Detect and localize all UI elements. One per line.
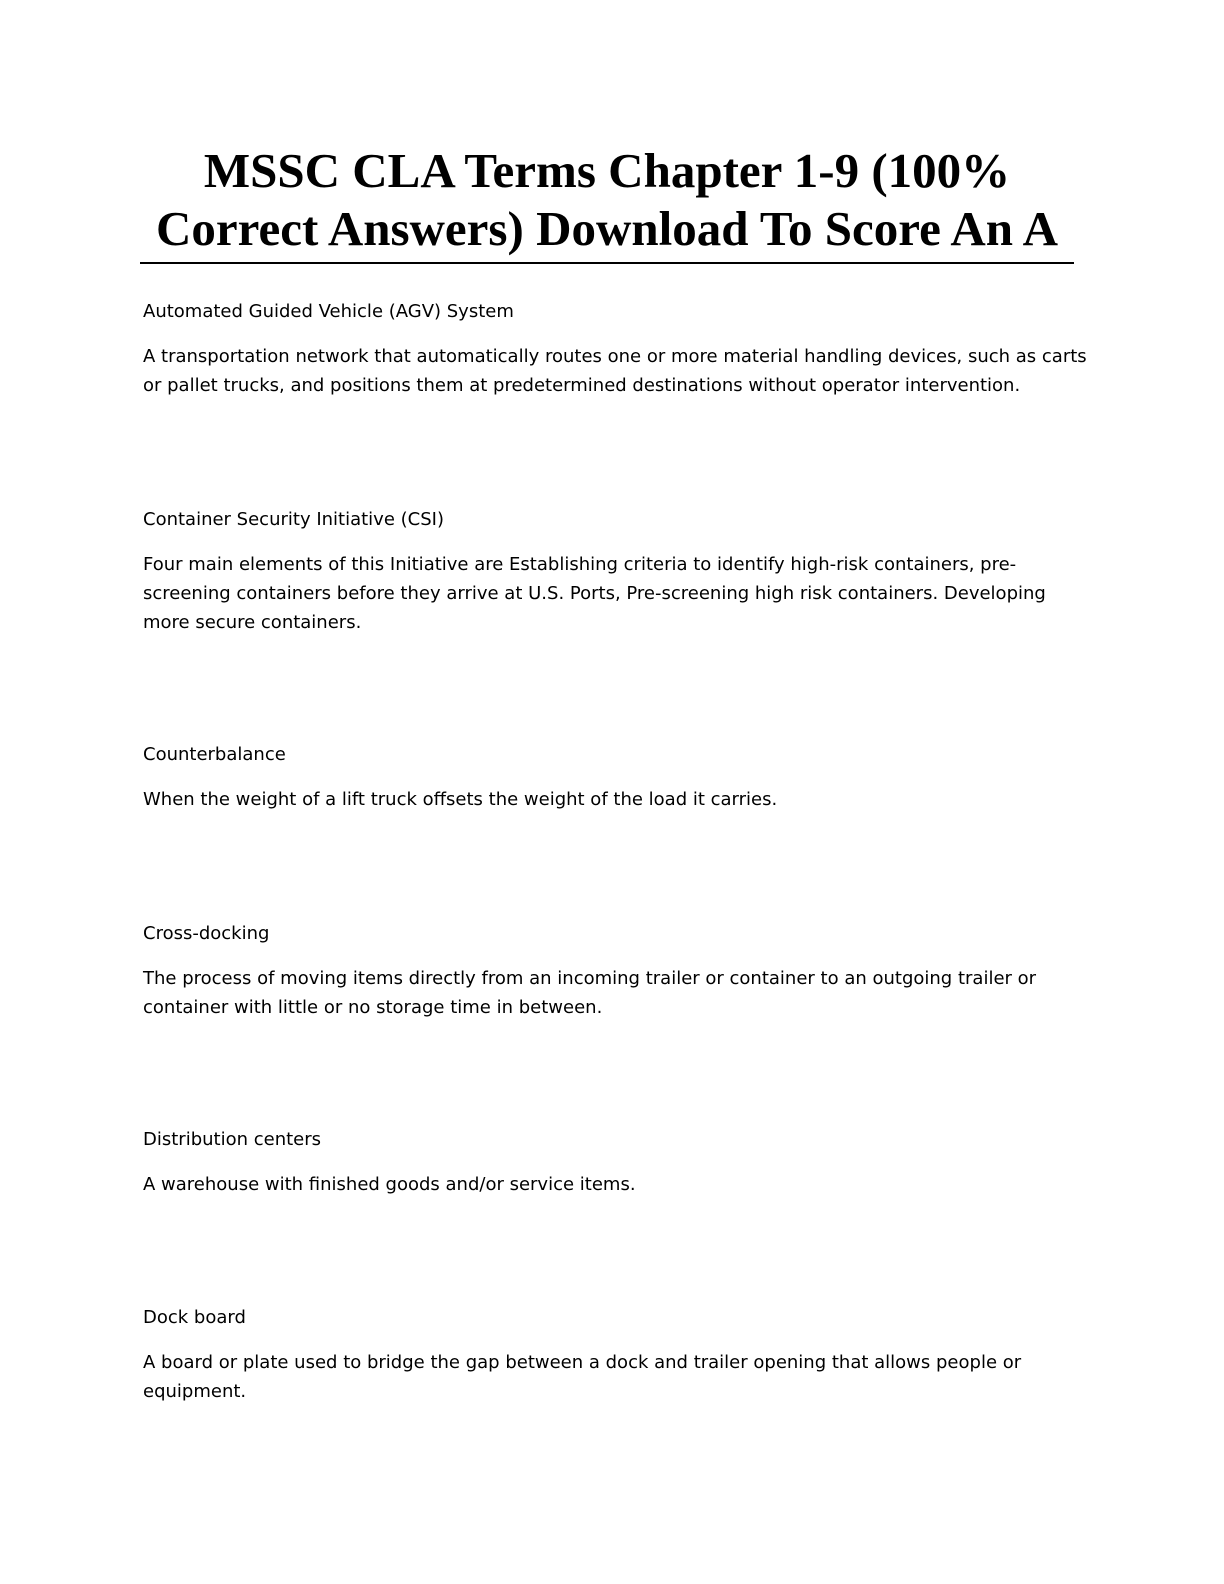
- definition-line: more secure containers.: [143, 612, 362, 633]
- definition-line: container with little or no storage time in between.: [143, 997, 603, 1018]
- document-title: [140, 142, 1074, 264]
- term-definition: [143, 550, 1046, 637]
- definition-line: Four main elements of this Initiative are Establishing criteria to identify high-risk containers, pre-: [143, 554, 1017, 575]
- definition-line: When the weight of a lift truck offsets the weight of the load it carries.: [143, 789, 778, 810]
- term-heading: Counterbalance: [143, 744, 286, 765]
- glossary-entry-agv: [143, 298, 1087, 400]
- definition-line: screening containers before they arrive at U.S. Ports, Pre-screening high risk containers. Developing: [143, 583, 1046, 604]
- definition-line: A transportation network that automatically routes one or more material handling devices, such as carts: [143, 346, 1087, 367]
- glossary-entry-cross-docking: [143, 920, 1083, 1022]
- glossary-entry-counterbalance: [143, 741, 1083, 814]
- definition-line: A board or plate used to bridge the gap between a dock and trailer opening that allows people or: [143, 1352, 1022, 1373]
- title-line-2: Correct Answers) Download To Score An A: [155, 201, 1058, 256]
- glossary-entry-dock-board: [143, 1304, 1083, 1406]
- definition-line: The process of moving items directly from an incoming trailer or container to an outgoing trailer or: [143, 968, 1037, 989]
- term-definition: [143, 1348, 1043, 1406]
- term-definition: [143, 342, 1087, 400]
- definition-line: equipment.: [143, 1381, 247, 1402]
- term-definition: [143, 1170, 1043, 1199]
- term-heading: Automated Guided Vehicle (AGV) System: [143, 301, 514, 322]
- glossary-entry-distribution-centers: [143, 1126, 1083, 1199]
- definition-line: or pallet trucks, and positions them at predetermined destinations without operator intervention.: [143, 375, 1021, 396]
- definition-line: A warehouse with finished goods and/or service items.: [143, 1174, 636, 1195]
- term-heading: Container Security Initiative (CSI): [143, 509, 444, 530]
- term-definition: [143, 964, 1043, 1022]
- title-line-1: MSSC CLA Terms Chapter 1-9 (100%: [203, 143, 1011, 198]
- term-heading: Dock board: [143, 1307, 246, 1328]
- term-heading: Cross-docking: [143, 923, 270, 944]
- term-heading: Distribution centers: [143, 1129, 322, 1150]
- term-definition: [143, 785, 1043, 814]
- glossary-entry-csi: [143, 506, 1083, 637]
